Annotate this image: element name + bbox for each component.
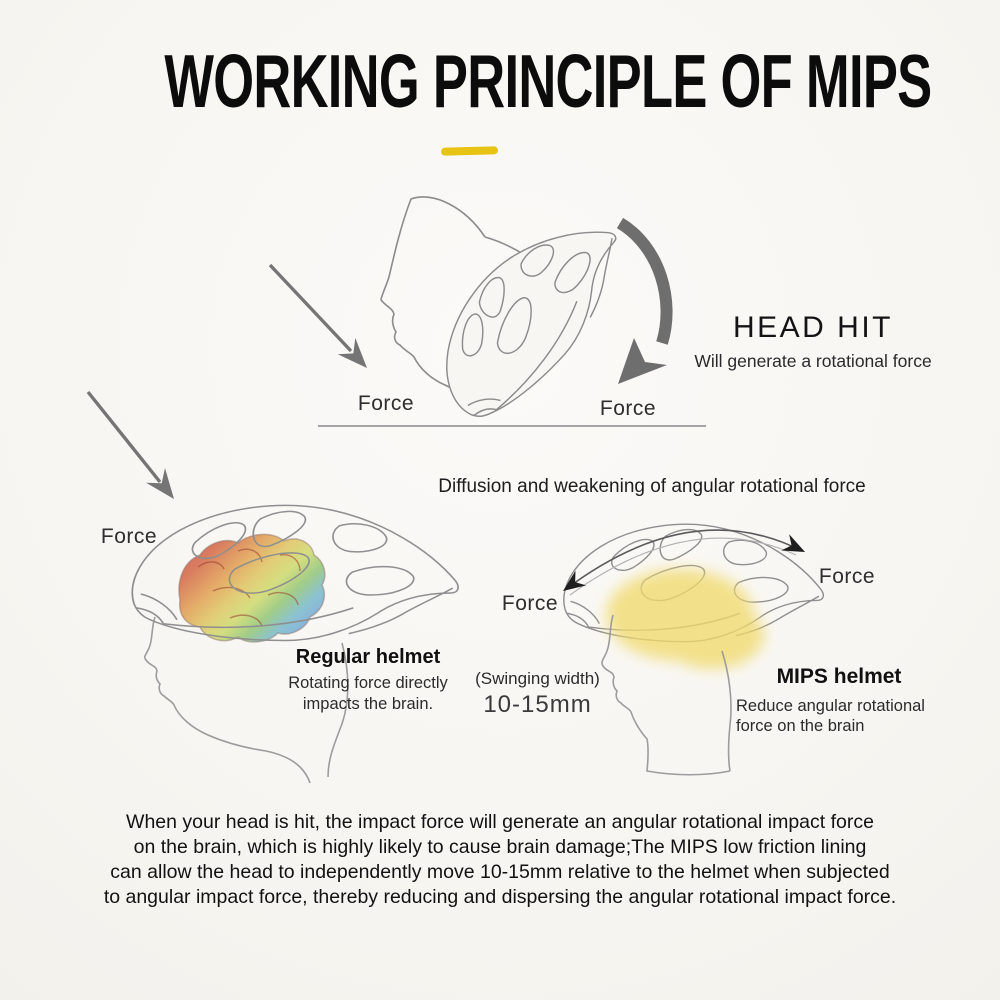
head-hit-subheading: Will generate a rotational force [694, 351, 932, 371]
force-label-regular: Force [100, 525, 158, 548]
force-label-impact-right: Force [599, 397, 657, 420]
swing-width-value: 10-15mm [483, 691, 592, 718]
regular-force-arrow-icon [88, 392, 183, 506]
regular-helmet-desc: Rotating force directly impacts the brain. [288, 674, 448, 713]
regular-helmet-name: Regular helmet [295, 646, 441, 668]
footer-line-4: to angular impact force, thereby reducing and dispersing the angular rotational impact force. [103, 886, 897, 908]
regular-helmet-caption [283, 646, 453, 714]
title-accent-dash [441, 146, 498, 155]
mips-helmet-diagram-sketch [530, 505, 970, 800]
force-label-mips-right: Force [818, 565, 876, 588]
regular-helmet-diagram-sketch [80, 385, 480, 795]
swing-width-label: (Swinging width) [475, 669, 600, 688]
force-label-impact-left: Force [357, 392, 415, 415]
footer-line-3: can allow the head to independently move 10-15mm relative to the helmet when subjected [110, 861, 890, 883]
mips-helmet-desc: Reduce angular rotational force on the brain [736, 697, 925, 735]
mips-helmet-caption [736, 665, 942, 736]
force-label-mips-left: Force [501, 592, 559, 615]
footer-paragraph [28, 810, 972, 910]
impact-force-arrow-icon [270, 265, 376, 376]
page-title: WORKING PRINCIPLE OF MIPS [164, 39, 932, 123]
page-title-wrap [0, 39, 1000, 123]
footer-line-2: on the brain, which is highly likely to cause brain damage;The MIPS low friction lining [133, 836, 867, 858]
mips-liner-highlight [606, 569, 764, 669]
swing-width-caption [460, 669, 615, 719]
footer-line-1: When your head is hit, the impact force will generate an angular rotational impact force [126, 811, 874, 833]
mips-helmet-name: MIPS helmet [776, 665, 902, 688]
head-hit-heading: HEAD HIT [732, 311, 893, 344]
diffusion-caption: Diffusion and weakening of angular rotational force [438, 476, 866, 497]
